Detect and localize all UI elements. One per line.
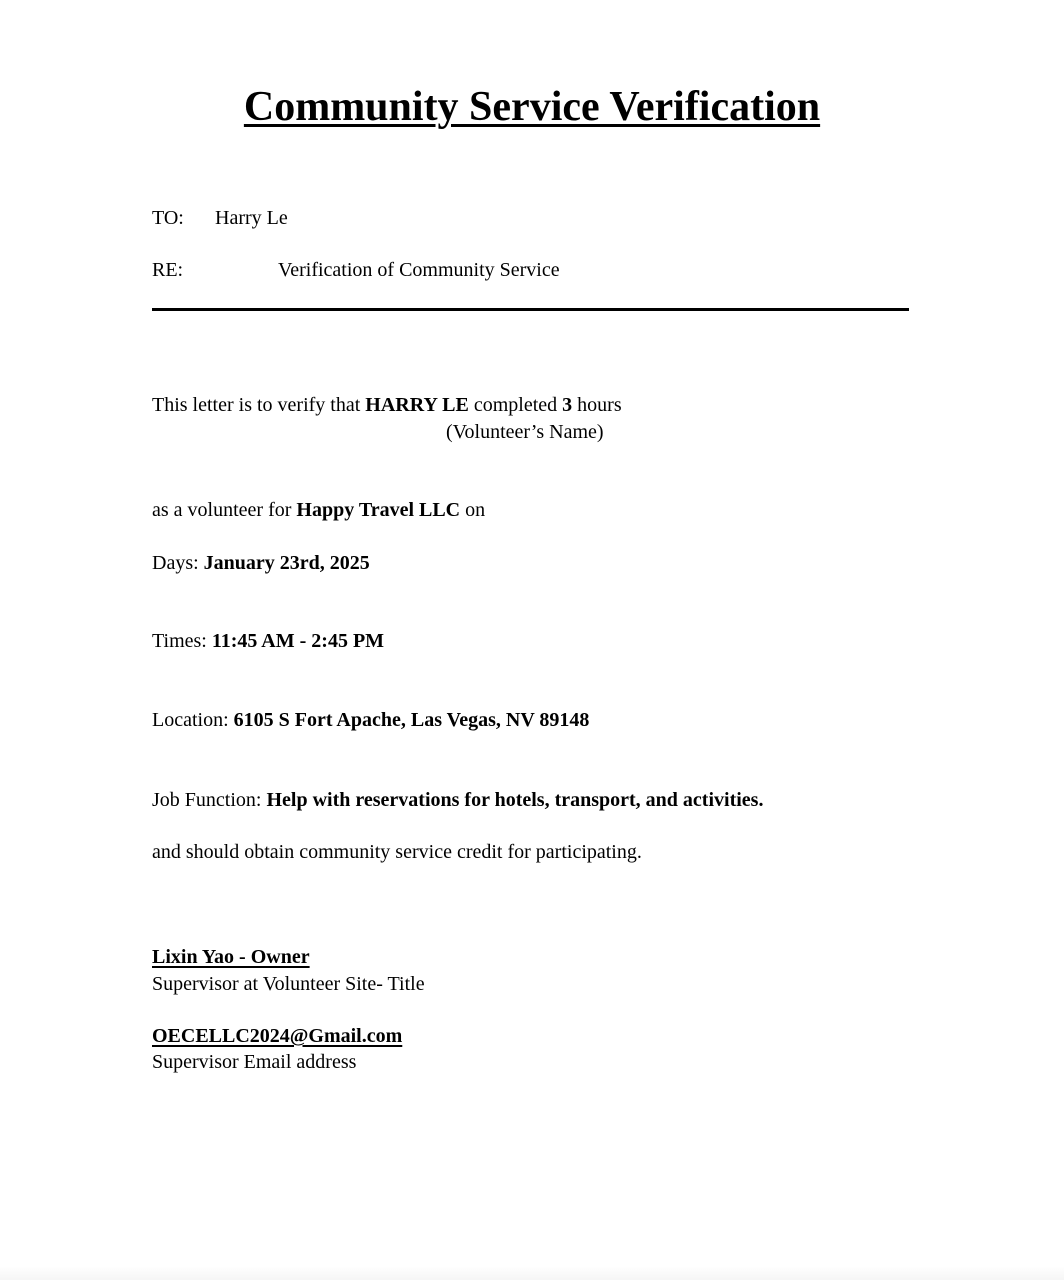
- times-value: 11:45 AM - 2:45 PM: [211, 630, 385, 652]
- re-label: RE:: [152, 259, 184, 281]
- location-label: Location:: [152, 709, 229, 731]
- to-line: [152, 206, 184, 230]
- verify-suffix: hours: [577, 394, 622, 416]
- job-function-label: Job Function:: [152, 789, 262, 811]
- organization-suffix: on: [465, 499, 486, 521]
- supervisor-name-line: [152, 945, 310, 969]
- days-label: Days:: [152, 552, 199, 574]
- organization-line: [152, 498, 485, 522]
- times-label: Times:: [152, 630, 207, 652]
- volunteer-name: HARRY LE: [365, 394, 469, 416]
- verify-prefix: This letter is to verify that: [152, 394, 361, 416]
- header-divider: [152, 308, 909, 311]
- job-function-line: [152, 788, 763, 812]
- location-line: [152, 708, 589, 732]
- job-function-value: Help with reservations for hotels, transport, and activities.: [266, 789, 764, 811]
- location-value: 6105 S Fort Apache, Las Vegas, NV 89148: [233, 709, 590, 731]
- supervisor-name-title: Lixin Yao - Owner: [152, 946, 310, 968]
- volunteer-name-caption: (Volunteer’s Name): [446, 421, 604, 443]
- supervisor-email-caption: Supervisor Email address: [152, 1051, 357, 1073]
- document-title: Community Service Verification: [243, 84, 821, 130]
- re-value: Verification of Community Service: [278, 259, 560, 281]
- verify-line: [152, 393, 622, 417]
- hours-count: 3: [562, 394, 573, 416]
- organization-prefix: as a volunteer for: [152, 499, 292, 521]
- to-label: TO:: [152, 207, 184, 229]
- organization-name: Happy Travel LLC: [296, 499, 461, 521]
- page-bottom-shadow: [0, 1266, 1064, 1280]
- supervisor-name-caption: Supervisor at Volunteer Site- Title: [152, 973, 425, 995]
- to-value: Harry Le: [215, 207, 288, 229]
- times-line: [152, 629, 384, 653]
- supervisor-email-line: [152, 1024, 402, 1048]
- verify-middle: completed: [473, 394, 558, 416]
- days-value: January 23rd, 2025: [203, 552, 370, 574]
- closing-line: and should obtain community service credit for participating.: [152, 841, 642, 863]
- re-line: [152, 258, 183, 282]
- days-line: [152, 551, 370, 575]
- supervisor-email[interactable]: OECELLC2024@Gmail.com: [152, 1025, 403, 1047]
